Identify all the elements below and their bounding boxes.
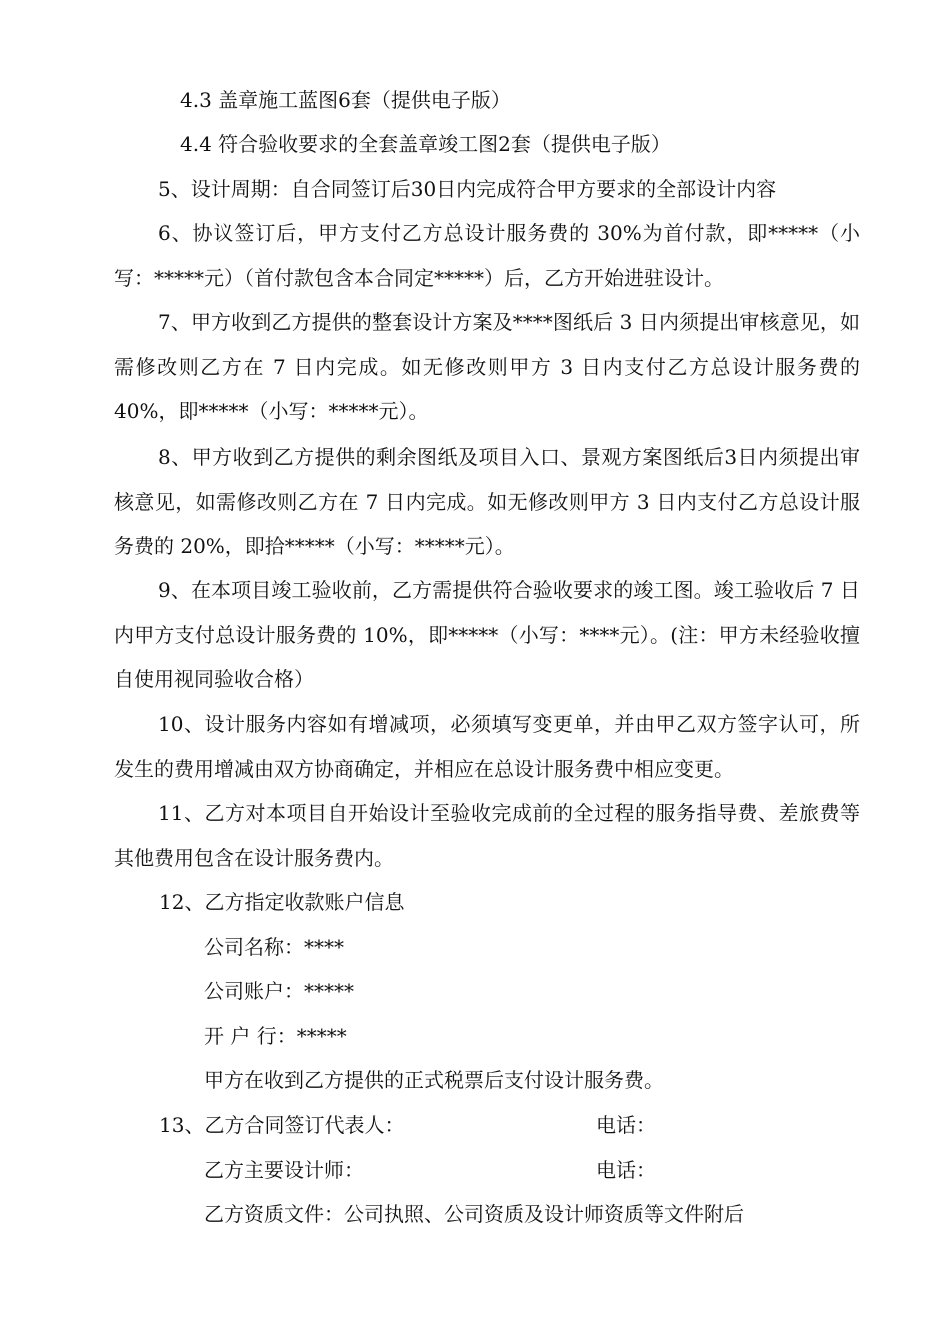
clause-4-4: 4.4 符合验收要求的全套盖章竣工图2套（提供电子版）: [180, 132, 671, 156]
company-name: 公司名称：****: [204, 935, 344, 959]
invoice-note: 甲方在收到乙方提供的正式税票后支付设计服务费。: [204, 1068, 664, 1092]
representative-phone-label: 电话：: [596, 1113, 656, 1137]
clause-7: 7、甲方收到乙方提供的整套设计方案及****图纸后 3 日内须提出审核意见，如需修改则乙方在 7 日内完成。如无修改则甲方 3 日内支付乙方总设计服务费的 40%，即*****（小写：*****元）。: [114, 310, 860, 424]
clause-10: 10、设计服务内容如有增减项，必须填写变更单，并由甲乙双方签字认可，所发生的费用增减由双方协商确定，并相应在总设计服务费中相应变更。: [114, 712, 860, 781]
clause-13: 13、乙方合同签订代表人：: [159, 1113, 405, 1137]
bank-name: 开 户 行：*****: [204, 1024, 347, 1048]
qualification-docs: 乙方资质文件：公司执照、公司资质及设计师资质等文件附后: [204, 1202, 744, 1226]
company-account: 公司账户：*****: [204, 979, 354, 1003]
clause-8: 8、甲方收到乙方提供的剩余图纸及项目入口、景观方案图纸后3日内须提出审核意见，如需修改则乙方在 7 日内完成。如无修改则甲方 3 日内支付乙方总设计服务费的 20%，即拾*****（小写：*****元）。: [114, 445, 860, 559]
clause-4-3: 4.3 盖章施工蓝图6套（提供电子版）: [180, 88, 511, 112]
clause-11: 11、乙方对本项目自开始设计至验收完成前的全过程的服务指导费、差旅费等其他费用包含在设计服务费内。: [114, 801, 860, 870]
clause-5: 5、设计周期：自合同签订后30日内完成符合甲方要求的全部设计内容: [158, 177, 777, 201]
clause-12: 12、乙方指定收款账户信息: [159, 890, 405, 914]
designer-phone-label: 电话：: [596, 1158, 656, 1182]
clause-6: 6、协议签订后，甲方支付乙方总设计服务费的 30%为首付款，即*****（小写：*****元）（首付款包含本合同定*****）后，乙方开始进驻设计。: [114, 221, 860, 290]
clause-9: 9、在本项目竣工验收前，乙方需提供符合验收要求的竣工图。竣工验收后 7 日内甲方支付总设计服务费的 10%，即*****（小写：****元）。(注：甲方未经验收擅自使用视同验收合格）: [114, 578, 860, 692]
main-designer: 乙方主要设计师：: [204, 1158, 364, 1182]
